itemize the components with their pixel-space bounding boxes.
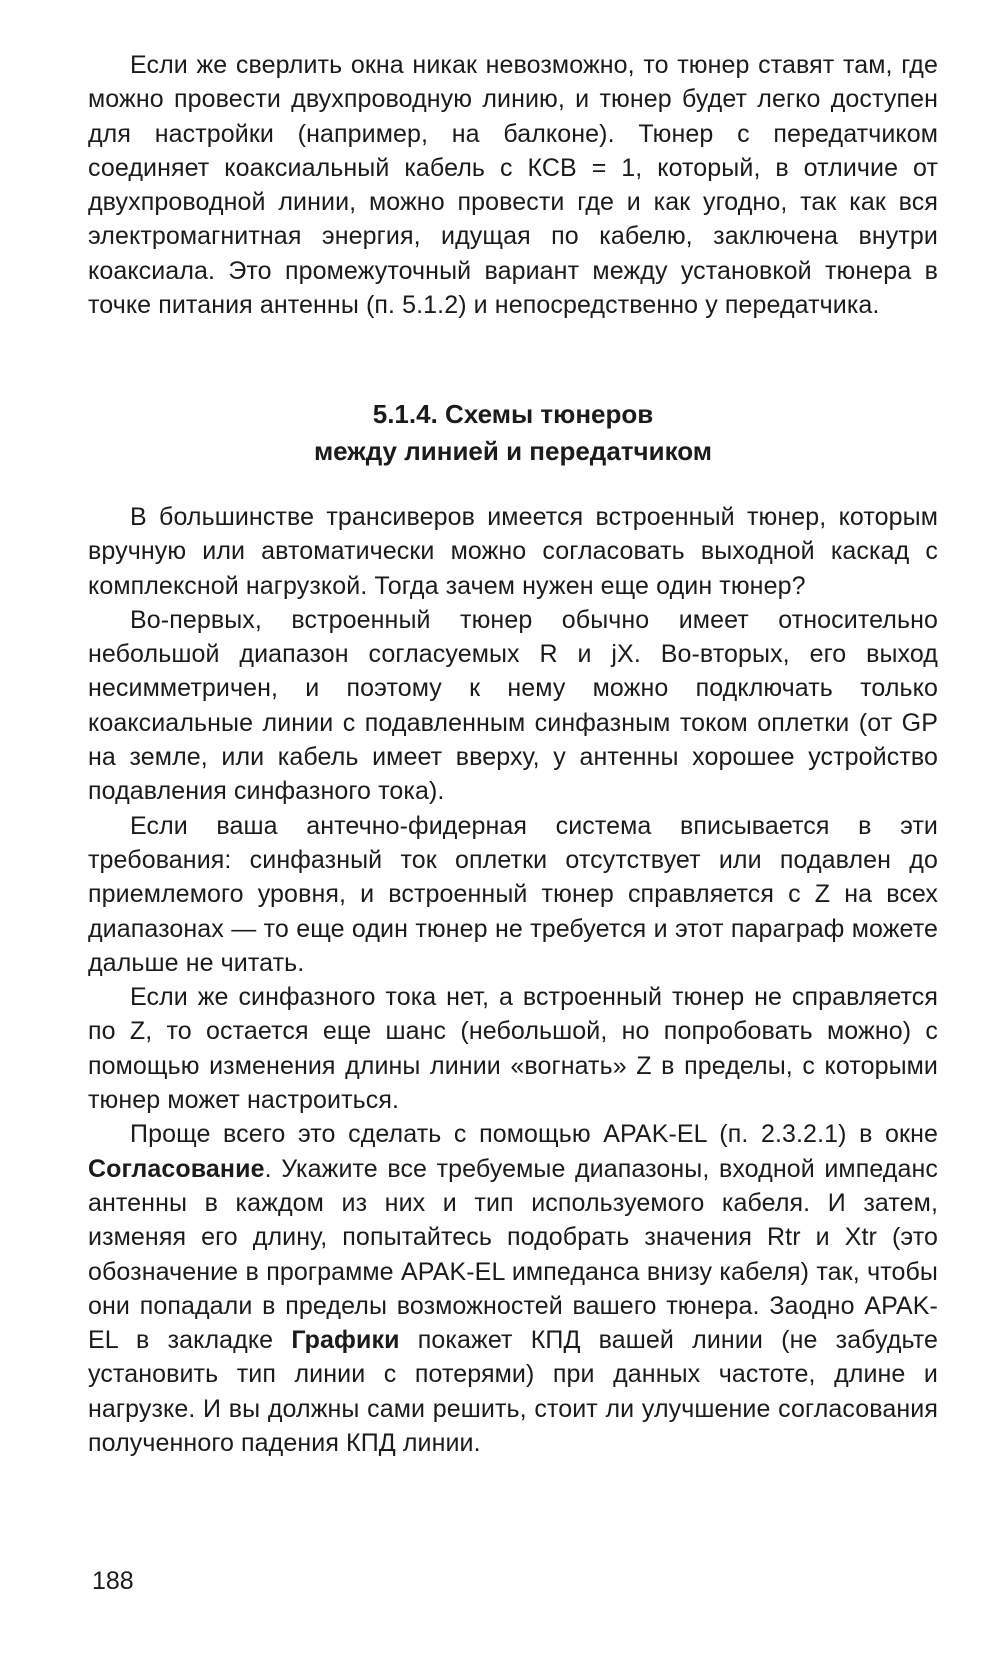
intro-paragraph: Если же сверлить окна никак невозможно, то тюнер ставят там, где можно провести двухпроводную линию, и тюнер будет легко доступен для настройки (например, на балконе). Тюнер с передатчиком соединяет коаксиальный кабель с КСВ = 1, который, в отличие от двухпроводной линии, можно провести где и как угодно, так как вся электромагнитная энергия, идущая по кабелю, заключена внутри коаксиала. Это промежуточный вариант между установкой тюнера в точке питания антенны (п. 5.1.2) и непосредственно у передатчика. <box>88 51 938 320</box>
paragraph-5-bold-soglasovanie: Согласование <box>88 1154 265 1183</box>
paragraph-4: Если же синфазного тока нет, а встроенный тюнер не справляется по Z, то остается еще шанс (небольшой, но попробовать можно) с помощью изменения длины линии «вогнать» Z в пределы, с которыми тюнер может настроиться. <box>88 983 938 1115</box>
intro-block <box>88 48 938 322</box>
paragraph-1: В большинстве трансиверов имеется встроенный тюнер, которым вручную или автоматически можно согласовать выходной каскад с комплексной нагрузкой. Тогда зачем нужен еще один тюнер? <box>88 503 938 600</box>
paragraph-2: Во-первых, встроенный тюнер обычно имеет относительно небольшой диапазон согласуемых R и jX. Во-вторых, его выход несимметричен, и поэтому к нему можно подключать только коаксиальные линии с подавленным синфазным током оплетки (от GP на земле, или кабель имеет вверху, у антенны хорошее устройство подавления синфазного тока). <box>88 605 938 806</box>
page-number: 188 <box>92 1567 134 1595</box>
section-title-line2: между линией и передатчиком <box>313 436 713 466</box>
paragraph-5-part-c: покажет КПД вашей линии (не забудьте установить тип линии с потерями) при данных частоте, длине и нагрузке. И вы должны сами решить, стоит ли улучшение согласования полученного падения КПД линии. <box>88 1326 938 1458</box>
paragraph-5-bold-grafiki: Графики <box>291 1326 400 1355</box>
body-block <box>88 500 938 1460</box>
paragraph-5-part-b: . Укажите все требуемые диапазоны, входной импеданс антенны в каждом из них и тип используемого кабеля. И затем, изменяя его длину, попытайтесь подобрать значения Rtr и Xtr (это обозначение в программе APAK-EL импеданса внизу кабеля) так, чтобы они попадали в пределы возможностей вашего тюнера. Заодно APAK-EL в закладке <box>88 1154 938 1355</box>
section-title-line1: 5.1.4. Схемы тюнеров <box>372 399 654 429</box>
paragraph-5-part-a: Проще всего это сделать с помощью APAK-EL (п. 2.3.2.1) в окне <box>130 1120 938 1149</box>
paragraph-3: Если ваша антечно-фидерная система вписывается в эти требования: синфазный ток оплетки отсутствует или подавлен до приемлемого уровня, и встроенный тюнер справляется с Z на всех диапазонах — то еще один тюнер не требуется и этот параграф можете дальше не читать. <box>88 811 938 977</box>
paragraph-5 <box>88 1117 938 1460</box>
section-heading <box>88 396 938 470</box>
